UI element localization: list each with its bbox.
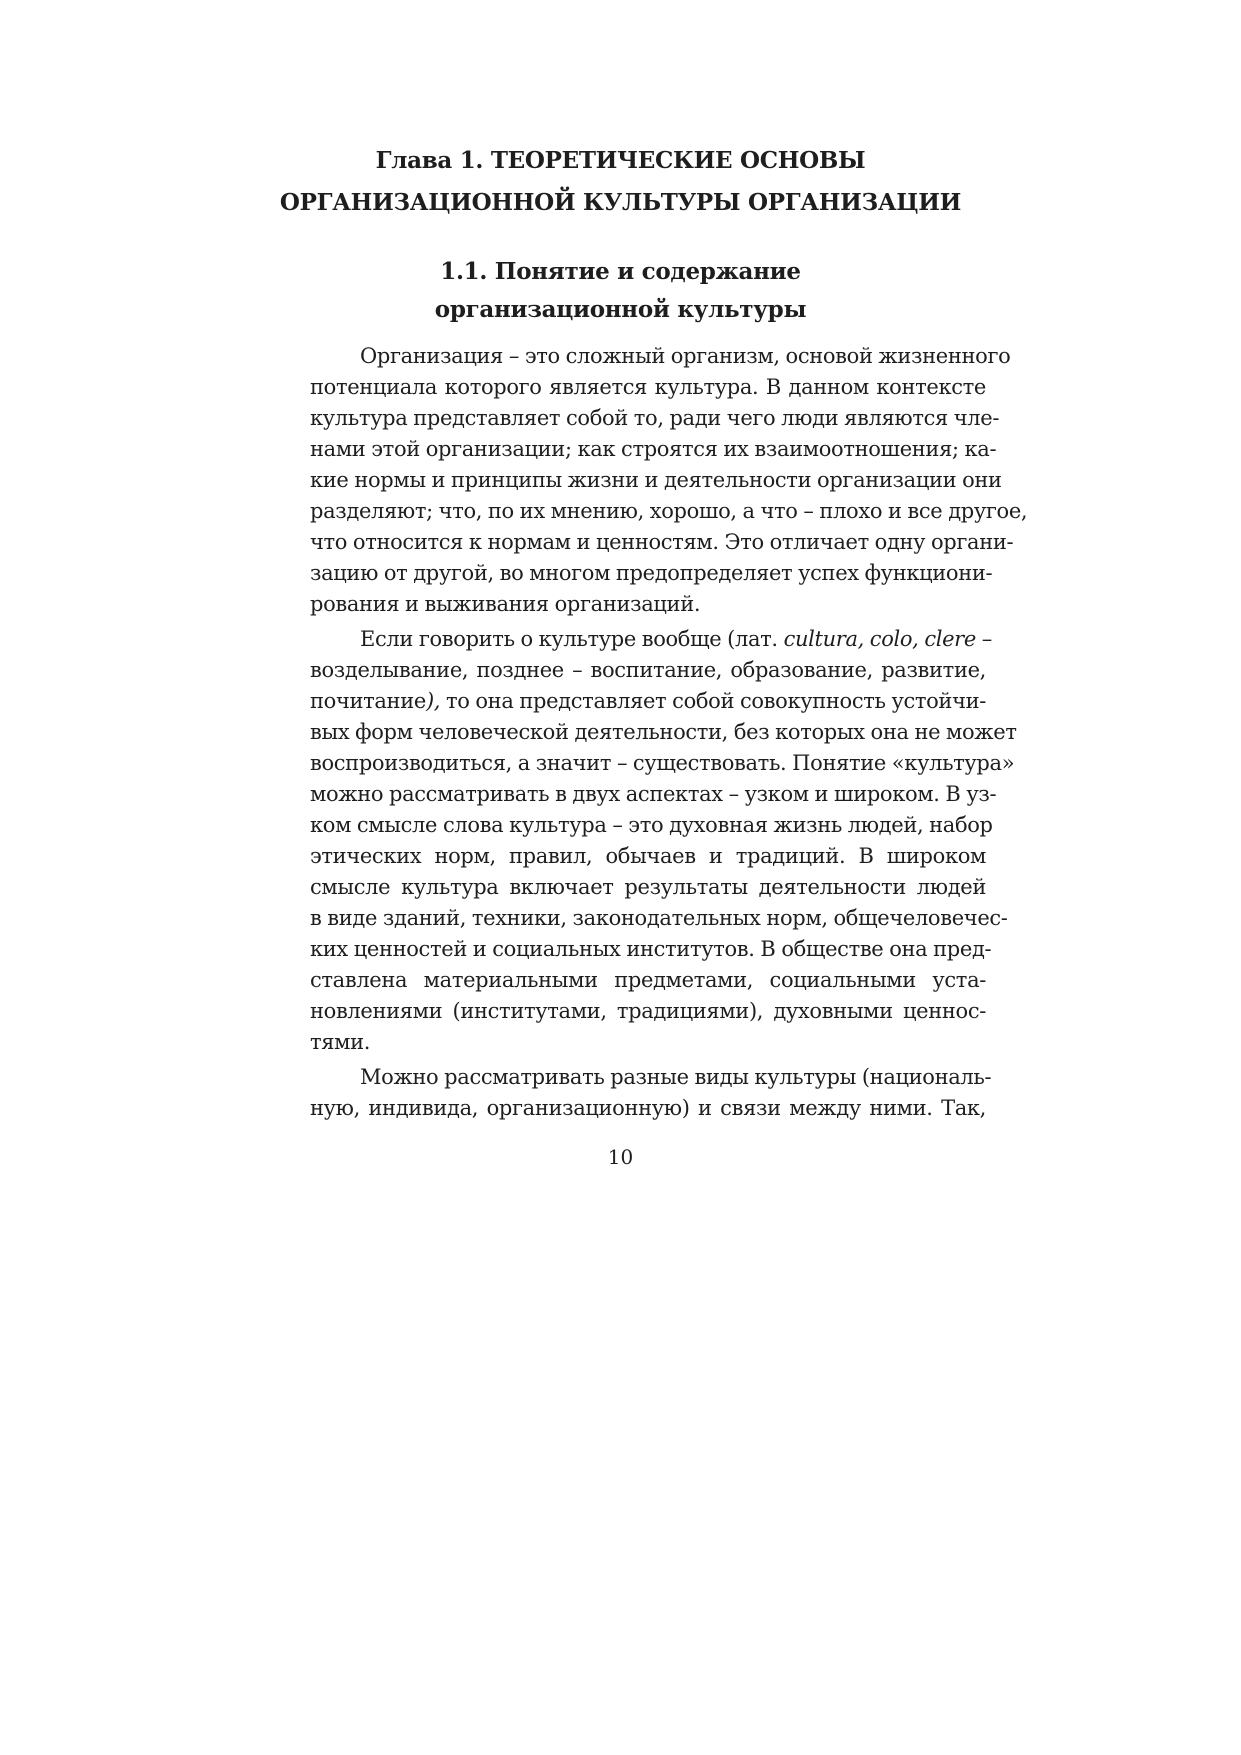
section-title-line-1: 1.1. Понятие и содержание	[440, 258, 801, 285]
text-line: Можно рассматривать разные виды культуры (националь-	[360, 1065, 992, 1089]
text-run: почитание	[310, 689, 426, 713]
text-line	[310, 686, 986, 717]
text-line: культура представляет собой то, ради чего люди являются чле-	[310, 406, 1000, 430]
section-title	[0, 253, 1241, 329]
latin-terms: cultura, colo, clere	[783, 627, 976, 651]
paragraph-3	[310, 1062, 992, 1124]
text-line: что относится к нормам и ценностям. Это отличает одну органи-	[310, 530, 1014, 554]
text-line: смысле культура включает результаты деятельности людей	[310, 875, 986, 899]
text-line: нами этой организации; как строятся их взаимоотношения; ка-	[310, 437, 997, 461]
chapter-title-line-2: ОРГАНИЗАЦИОННОЙ КУЛЬТУРЫ ОРГАНИЗАЦИИ	[279, 189, 962, 216]
text-line: возделывание, позднее – воспитание, образование, развитие,	[310, 658, 986, 682]
text-line: можно рассматривать в двух аспектах – узком и широком. В уз-	[310, 782, 997, 806]
body-text	[310, 341, 1028, 1124]
text-line: в виде зданий, техники, законодательных норм, общечеловечес-	[310, 906, 1008, 930]
text-line: ную, индивида, организационную) и связи между ними. Так,	[310, 1096, 986, 1120]
text-line: зацию от другой, во многом предопределяет успех функциони-	[310, 561, 993, 585]
paragraph-2	[310, 624, 1017, 1058]
text-line: потенциала которого является культура. В данном контексте	[310, 375, 986, 399]
italic-parenthesis: ),	[425, 689, 441, 713]
text-run: то она представляет собой совокупность устойчи-	[440, 689, 986, 713]
text-run: –	[975, 627, 992, 651]
text-line: ставлена материальными предметами, социальными уста-	[310, 968, 986, 992]
text-line: ком смысле слова культура – это духовная жизнь людей, набор	[310, 813, 993, 837]
text-run: Если говорить о культуре вообще (лат.	[360, 627, 784, 651]
text-line: новлениями (институтами, традициями), духовными ценнос-	[310, 999, 986, 1023]
text-line: кие нормы и принципы жизни и деятельности организации они	[310, 468, 1002, 492]
page-number: 10	[607, 1145, 634, 1169]
text-line: разделяют; что, по их мнению, хорошо, а что – плохо и все другое,	[310, 499, 1028, 523]
chapter-title	[0, 140, 1241, 224]
text-line: Организация – это сложный организм, основой жизненного	[360, 344, 1011, 368]
paragraph-1	[310, 341, 1028, 620]
text-line	[310, 624, 992, 655]
text-line: тями.	[310, 1030, 371, 1054]
text-line: вых форм человеческой деятельности, без которых она не может	[310, 720, 1017, 744]
text-line: воспроизводиться, а значит – существовать. Понятие «культура»	[310, 751, 1015, 775]
text-line: этических норм, правил, обычаев и традиций. В широком	[310, 844, 986, 868]
text-line: ких ценностей и социальных институтов. В обществе она пред-	[310, 937, 992, 961]
section-title-line-2: организационной культуры	[434, 296, 807, 323]
text-line: рования и выживания организаций.	[310, 592, 701, 616]
chapter-title-line-1: Глава 1. ТЕОРЕТИЧЕСКИЕ ОСНОВЫ	[375, 147, 866, 174]
